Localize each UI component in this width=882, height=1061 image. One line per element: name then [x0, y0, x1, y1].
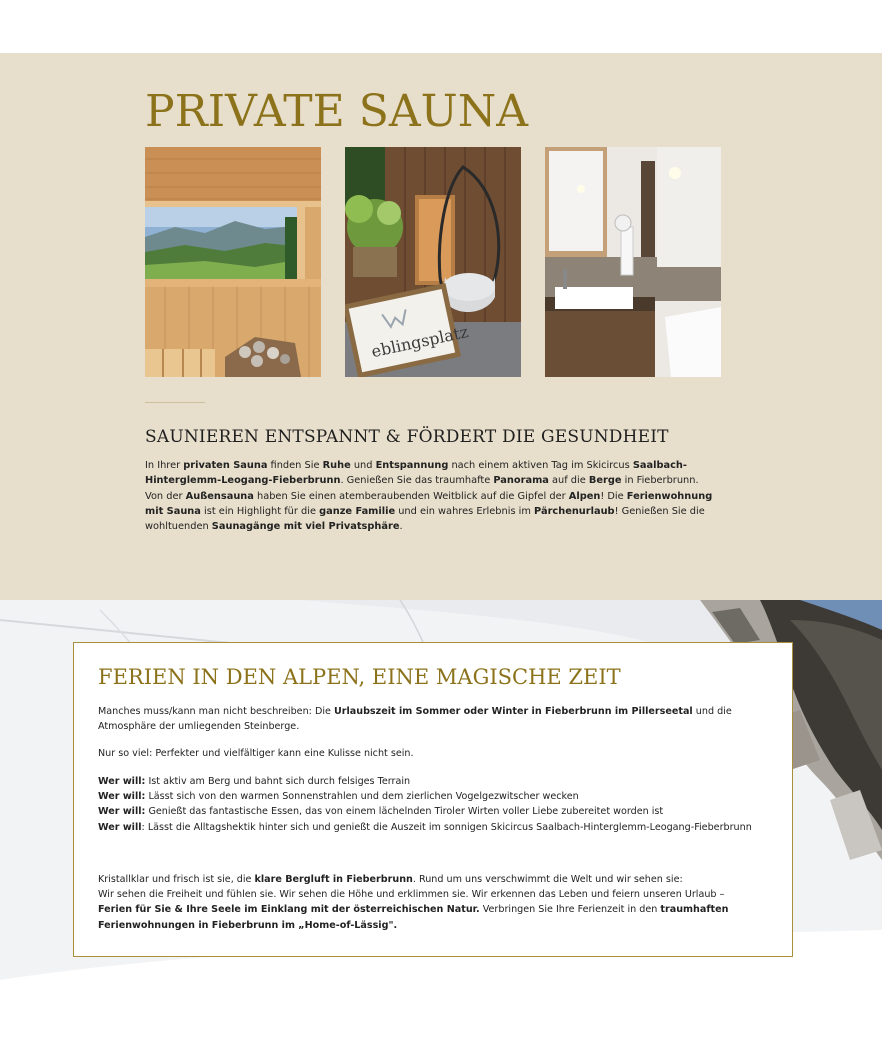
alps-wer-will-list: Wer will: Ist aktiv am Berg und bahnt sich durch felsiges Terrain Wer will: Lässt sich von den warmen Sonnenstrahlen und dem zierlichen Vogelgezwitscher wecken Wer will: Genießt das fantastische Essen, das von einem lächelnden Tiroler Wirten voller Liebe zubereitet worden ist Wer will: Lässt die Alltagshektik hinter sich und genießt die Auszeit im sonnigen Skicircus Saalbach-Hinterglemm-Leogang-Fieberbrunn	[98, 776, 752, 833]
alps-intro: Manches muss/kann man nicht beschreiben: Die Urlaubszeit im Sommer oder Winter in Fieberbrunn im Pillerseetal und die Atmosphäre der umliegenden Steinberge.	[98, 706, 732, 733]
alps-title: FERIEN IN DEN ALPEN, EINE MAGISCHE ZEIT	[98, 665, 621, 689]
sauna-terrace-photo	[345, 147, 521, 377]
sauna-subtitle: SAUNIEREN ENTSPANNT & FÖRDERT DIE GESUNDHEIT	[145, 427, 669, 447]
alps-section	[0, 600, 882, 999]
alps-line-2: Nur so viel: Perfekter und vielfältiger kann eine Kulisse nicht sein.	[98, 748, 414, 759]
alps-info-card	[73, 642, 793, 957]
sauna-description: In Ihrer privaten Sauna finden Sie Ruhe und Entspannung nach einem aktiven Tag im Skicircus Saalbach-Hinterglemm-Leogang-Fieberbrunn. Genießen Sie das traumhafte Panorama auf die Berge in Fieberbrunn. Von der Außensauna haben Sie einen atemberaubenden Weitblick auf die Gipfel der Alpen! Die Ferienwohnung mit Sauna ist ein Highlight für die ganze Familie und ein wahres Erlebnis im Pärchenurlaub! Genießen Sie die wohltuenden Saunagänge mit viel Privatsphäre.	[145, 460, 713, 533]
bathroom-photo	[545, 147, 721, 377]
section-divider	[145, 402, 205, 403]
alps-closing: Kristallklar und frisch ist sie, die klare Bergluft in Fieberbrunn. Rund um uns verschwimmt die Welt und wir sehen sie: Wir sehen die Freiheit und fühlen sie. Wir sehen die Höhe und erklimmen sie. Wir erkennen das Leben und feiern unseren Urlaub – Ferien für Sie & Ihre Seele im Einklang mit der österreichischen Natur. Verbringen Sie Ihre Ferienzeit in den traumhaften Ferienwohnungen in Fieberbrunn im „Home-of-Lässig".	[98, 874, 729, 931]
sauna-title: PRIVATE SAUNA	[145, 86, 529, 137]
sign-text: eblingsplatz	[369, 322, 470, 362]
private-sauna-section	[0, 53, 882, 600]
sauna-window-photo	[145, 147, 321, 377]
